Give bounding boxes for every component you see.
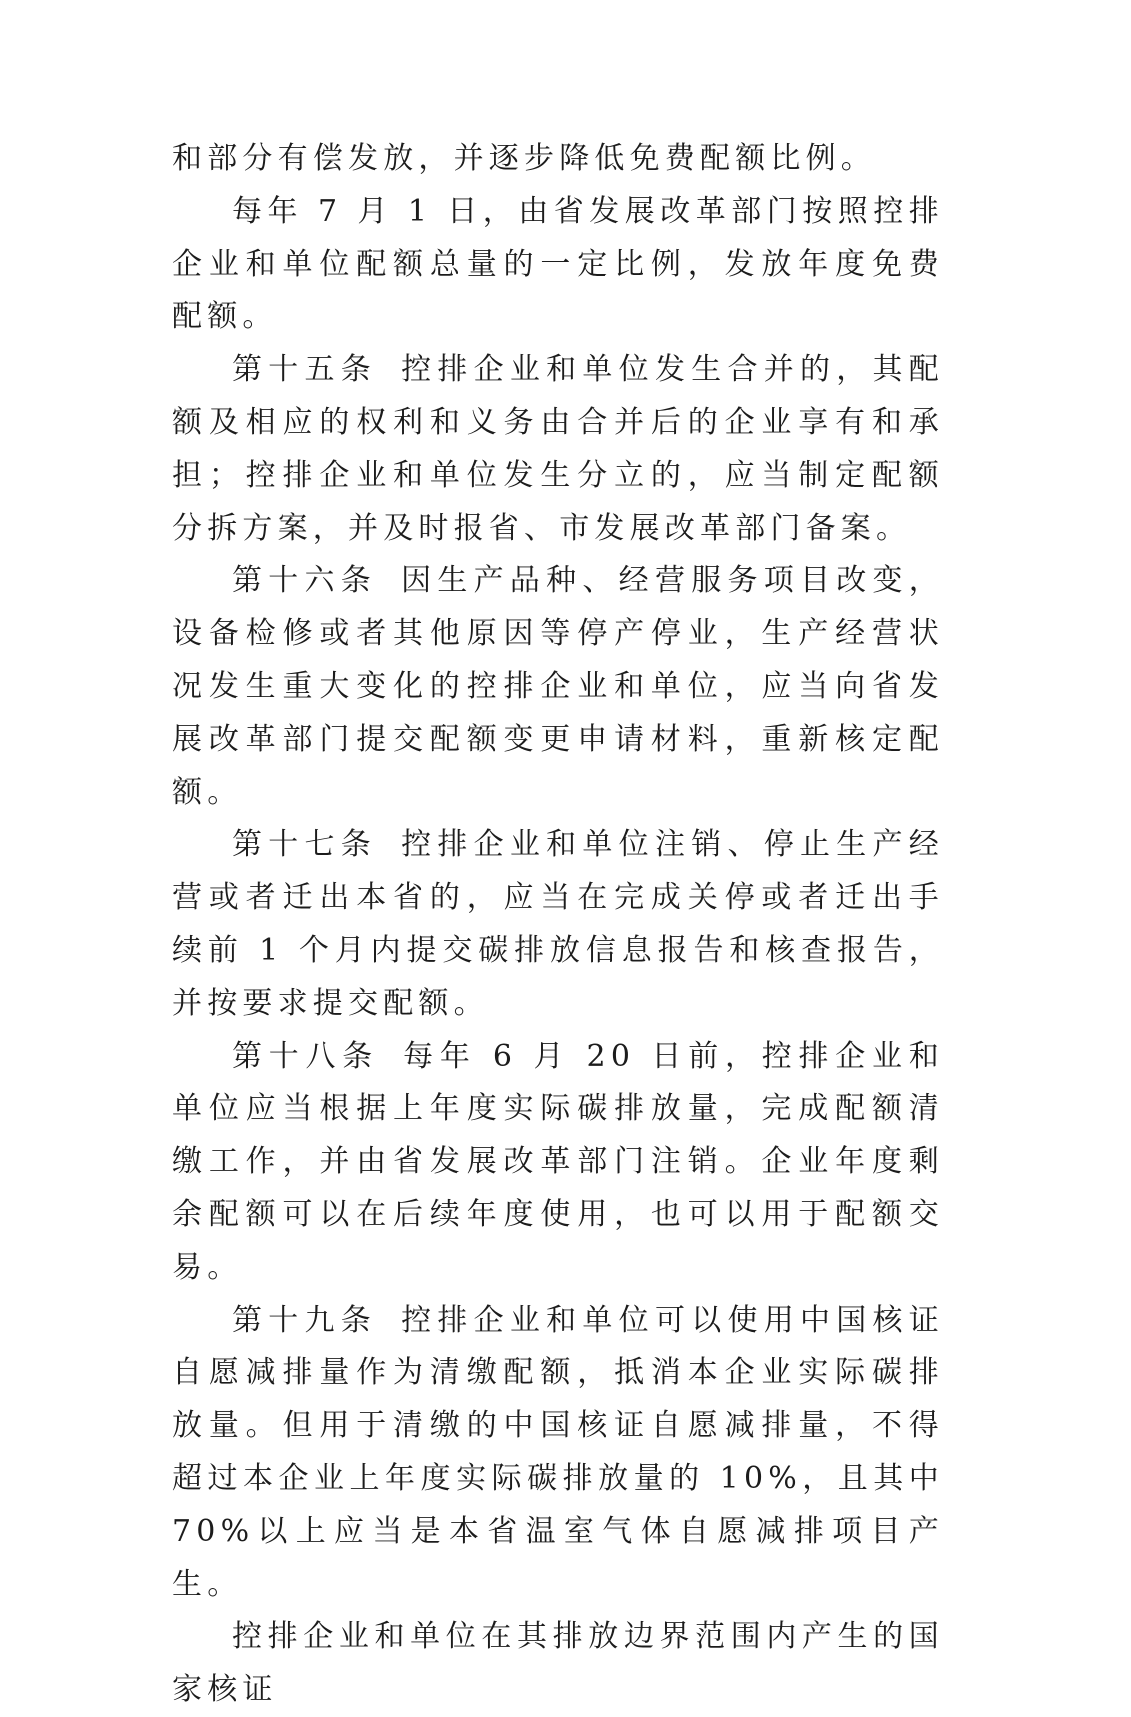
article-heading: 第十七条 (232, 827, 378, 863)
article-heading: 第十五条 (232, 352, 378, 388)
paragraph-text: 每年 7 月 1 日，由省发展改革部门按照控排企业和单位配额总量的一定比例，发放年度免费配额。 (172, 193, 944, 335)
paragraph-continuation (172, 133, 944, 186)
paragraph-text: 和部分有偿发放，并逐步降低免费配额比例。 (172, 141, 876, 176)
paragraph-text: 控排企业和单位在其排放边界范围内产生的国家核证 (172, 1619, 944, 1708)
paragraph-free-allocation (172, 186, 944, 344)
article-heading: 第十九条 (232, 1302, 378, 1338)
article-text: 每年 6 月 20 日前，控排企业和单位应当根据上年度实际碳排放量，完成配额清缴工作，并由省发展改革部门注销。企业年度剩余配额可以在后续年度使用，也可以用于配额交易。 (172, 1038, 944, 1285)
article-heading: 第十八条 (232, 1038, 380, 1074)
paragraph-national-ccer (172, 1611, 944, 1717)
article-19 (172, 1295, 944, 1612)
article-18 (172, 1031, 944, 1295)
article-heading: 第十六条 (232, 563, 378, 599)
article-16 (172, 555, 944, 819)
article-15 (172, 344, 944, 555)
document-body (172, 133, 944, 1717)
article-text: 控排企业和单位发生合并的，其配额及相应的权利和义务由合并后的企业享有和承担；控排企业和单位发生分立的，应当制定配额分拆方案，并及时报省、市发展改革部门备案。 (172, 352, 945, 546)
article-text: 控排企业和单位注销、停止生产经营或者迁出本省的，应当在完成关停或者迁出手续前 1 个月内提交碳排放信息报告和核查报告，并按要求提交配额。 (172, 827, 945, 1021)
article-17 (172, 819, 944, 1030)
article-text: 控排企业和单位可以使用中国核证自愿减排量作为清缴配额，抵消本企业实际碳排放量。但用于清缴的中国核证自愿减排量，不得超过本企业上年度实际碳排放量的 10%，且其中 70%以上应当是本省温室气体自愿减排项目产生。 (172, 1302, 945, 1602)
article-text: 因生产品种、经营服务项目改变，设备检修或者其他原因等停产停业，生产经营状况发生重大变化的控排企业和单位，应当向省发展改革部门提交配额变更申请材料，重新核定配额。 (172, 563, 945, 810)
